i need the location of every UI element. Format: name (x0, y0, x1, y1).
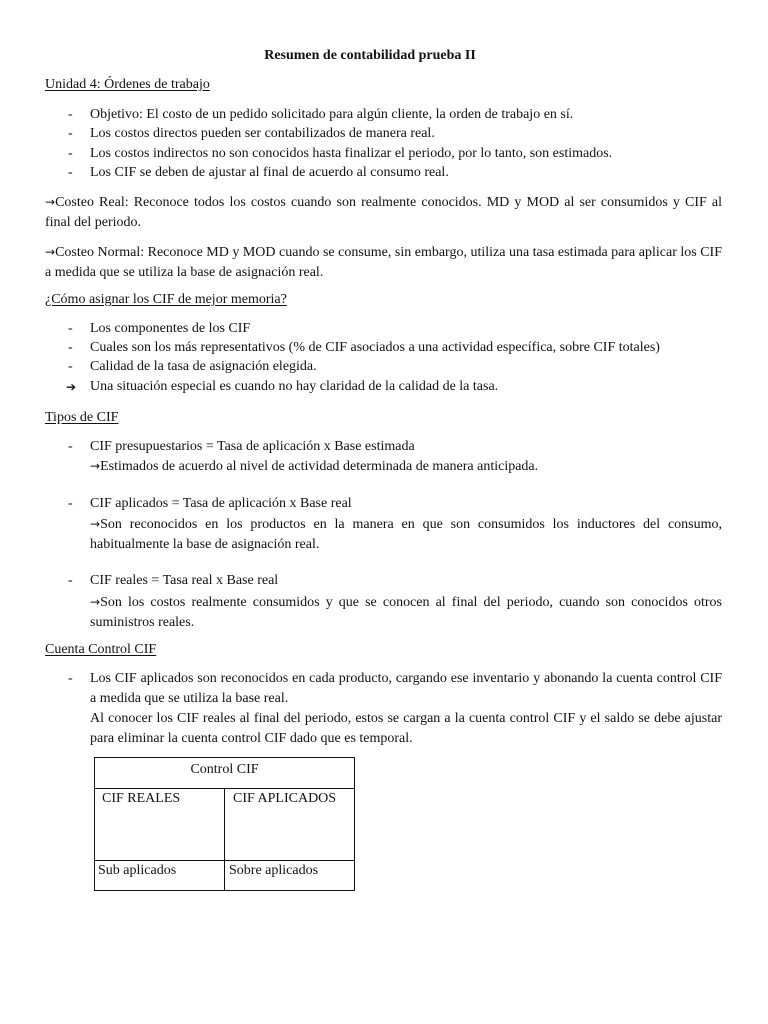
list-item: Los CIF se deben de ajustar al final de acuerdo al consumo real. (90, 165, 449, 180)
costeo-normal-paragraph (45, 242, 722, 283)
bullet-dash: - (68, 165, 73, 180)
section-heading-asignar: ¿Cómo asignar los CIF de mejor memoria? (45, 292, 287, 307)
list-item: Una situación especial es cuando no hay claridad de la calidad de la tasa. (90, 379, 499, 394)
t-account-right-footer: Sobre aplicados (225, 861, 355, 891)
bullet-dash: - (68, 359, 73, 374)
bullet-dash: - (68, 496, 73, 511)
bullet-dash: - (68, 146, 73, 161)
arrow-right-icon: → (90, 459, 101, 473)
list-item: Los costos directos pueden ser contabilizados de manera real. (90, 126, 435, 141)
list-item: Calidad de la tasa de asignación elegida. (90, 359, 317, 374)
t-account-left-column: CIF REALES (95, 789, 225, 861)
arrow-right-icon: → (45, 195, 56, 209)
costeo-real-paragraph (45, 192, 722, 233)
bullet-dash: - (68, 671, 73, 686)
list-item-note: →Son los costos realmente consumidos y que se conocen al final del periodo, cuando son conocidos otros suministros reales. (90, 595, 722, 630)
bullet-dash: - (68, 126, 73, 141)
list-item: CIF presupuestarios = Tasa de aplicación x Base estimada (90, 439, 415, 454)
cuenta-paragraph-1: Los CIF aplicados son reconocidos en cada producto, cargando ese inventario y abonando la cuenta control CIF a medida que se utiliza la base real. (90, 671, 722, 706)
arrow-right-icon: → (90, 517, 101, 531)
list-item: Cuales son los más representativos (% de CIF asociados a una actividad específica, sobre CIF totales) (90, 340, 660, 355)
list-item: CIF aplicados = Tasa de aplicación x Base real (90, 496, 352, 511)
list-item-note: →Estimados de acuerdo al nivel de actividad determinada de manera anticipada. (90, 459, 539, 474)
list-item: Los costos indirectos no son conocidos hasta finalizar el periodo, por lo tanto, son estimados. (90, 146, 613, 161)
bullet-dash: - (68, 107, 73, 122)
section-heading-unit4: Unidad 4: Órdenes de trabajo (45, 77, 210, 92)
costeo-real-text: Costeo Real: Reconoce todos los costos cuando son realmente conocidos. MD y MOD al ser consumidos y CIF al final del periodo. (45, 195, 722, 230)
bullet-dash: - (68, 340, 73, 355)
arrow-bullet-icon: ➔ (66, 380, 77, 394)
list-item-note: →Son reconocidos en los productos en la manera en que son consumidos los inductores del consumo, habitualmente la base de asignación real. (90, 517, 722, 552)
bullet-dash: - (68, 321, 73, 336)
list-item: Los componentes de los CIF (90, 321, 251, 336)
t-account-right-column: CIF APLICADOS (225, 789, 355, 861)
t-account-header: Control CIF (95, 758, 355, 789)
control-cif-t-account (94, 757, 355, 891)
section-heading-cuenta: Cuenta Control CIF (45, 642, 157, 657)
t-account-left-footer: Sub aplicados (95, 861, 225, 891)
costeo-normal-text: Costeo Normal: Reconoce MD y MOD cuando se consume, sin embargo, utiliza una tasa estimada para aplicar los CIF a medida que se utiliza la base de asignación real. (45, 245, 722, 280)
arrow-right-icon: → (45, 245, 56, 259)
cuenta-paragraph-2: Al conocer los CIF reales al final del periodo, estos se cargan a la cuenta control CIF y el saldo se debe ajustar para eliminar la cuenta control CIF dado que es temporal. (90, 711, 722, 746)
list-item: Objetivo: El costo de un pedido solicitado para algún cliente, la orden de trabajo en sí. (90, 107, 574, 122)
list-item: CIF reales = Tasa real x Base real (90, 573, 279, 588)
arrow-right-icon: → (90, 595, 101, 609)
bullet-dash: - (68, 439, 73, 454)
section-heading-tipos: Tipos de CIF (45, 410, 119, 425)
bullet-dash: - (68, 573, 73, 588)
page-title: Resumen de contabilidad prueba II (264, 48, 476, 63)
